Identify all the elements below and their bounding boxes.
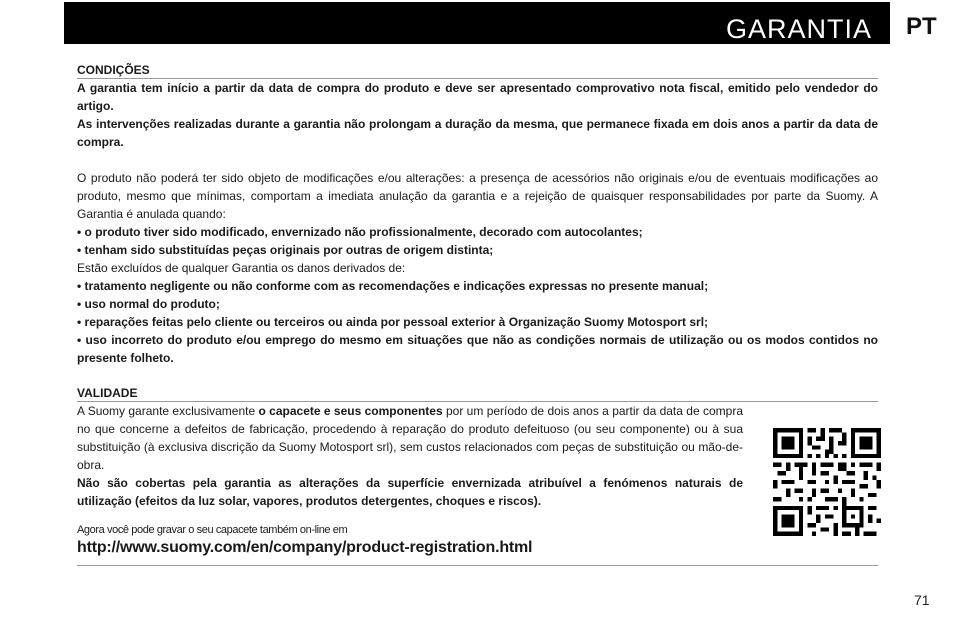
page-title: GARANTIA: [725, 14, 872, 44]
section-heading-condicoes: CONDIÇÕES: [77, 62, 878, 79]
validade-paragraph-2: Não são cobertas pela garantia as alterações da superfície envernizada atribuível a fenómenos naturais de utilização (efeitos da luz solar, vapores, produtos detergentes, choques e riscos).: [77, 476, 743, 508]
condicoes-paragraph-1: A garantia tem início a partir da data de compra do produto e deve ser apresentado comprovativo nota fiscal, emitido pelo vendedor do artigo.: [77, 81, 878, 113]
validade-p1-end: por um período de dois anos a partir da data de compra no que concerne a defeitos de fabricação, procedendo à reparação do produto defeituoso (ou seu componente) ou à sua substituição (à exclusiva discrição da Suomy Motosport srl), sem custos relacionados com peças de substituição ou mão-de-obra.: [77, 404, 744, 472]
header-bar: [64, 2, 890, 44]
bottom-divider: [77, 565, 878, 566]
validade-body: [77, 402, 743, 510]
validade-p1-bold: o capacete e seus componentes: [258, 404, 443, 418]
condicoes-paragraph-2: As intervenções realizadas durante a garantia não prolongam a duração da mesma, que permanece fixada em dois anos a partir da data de compra.: [77, 117, 878, 149]
void-item: • tenham sido substituídas peças originais por outras de origem distinta;: [77, 243, 494, 257]
excluded-intro: Estão excluídos de qualquer Garantia os danos derivados de:: [77, 261, 406, 275]
condicoes-paragraph-3: O produto não poderá ter sido objeto de modificações e/ou alterações: a presença de acessórios não originais e/ou de eventuais modificações ao produto, mesmo que mínimas, comportam a imediata anulação da garantia e a rejeição de quaisquer responsabilidades por parte da Suomy. A Garantia é anulada quando:: [77, 171, 878, 221]
void-item: • o produto tiver sido modificado, envernizado não profissionalmente, decorado com autocolantes;: [77, 225, 643, 239]
page-number: 71: [914, 592, 930, 608]
main-content: [77, 62, 878, 558]
excluded-item: • tratamento negligente ou não conforme com as recomendações e indicações expressas no presente manual;: [77, 279, 709, 293]
validade-paragraph-1: [77, 402, 743, 474]
qr-code-icon: [773, 428, 881, 536]
register-note: Agora você pode gravar o seu capacete também on-line em: [77, 524, 348, 536]
validade-p1-start: A Suomy garante exclusivamente: [77, 404, 259, 418]
excluded-item: • reparações feitas pelo cliente ou terceiros ou ainda por pessoal exterior à Organização Suomy Motosport srl;: [77, 315, 709, 329]
section-heading-validade: VALIDADE: [77, 385, 878, 402]
excluded-item: • uso normal do produto;: [77, 297, 220, 311]
excluded-item: • uso incorreto do produto e/ou emprego do mesmo em situações que não as condições normais de utilização ou os modos contidos no presente folheto.: [77, 333, 878, 365]
language-code: PT: [906, 13, 937, 40]
registration-link[interactable]: http://www.suomy.com/en/company/product-registration.html: [77, 539, 533, 556]
